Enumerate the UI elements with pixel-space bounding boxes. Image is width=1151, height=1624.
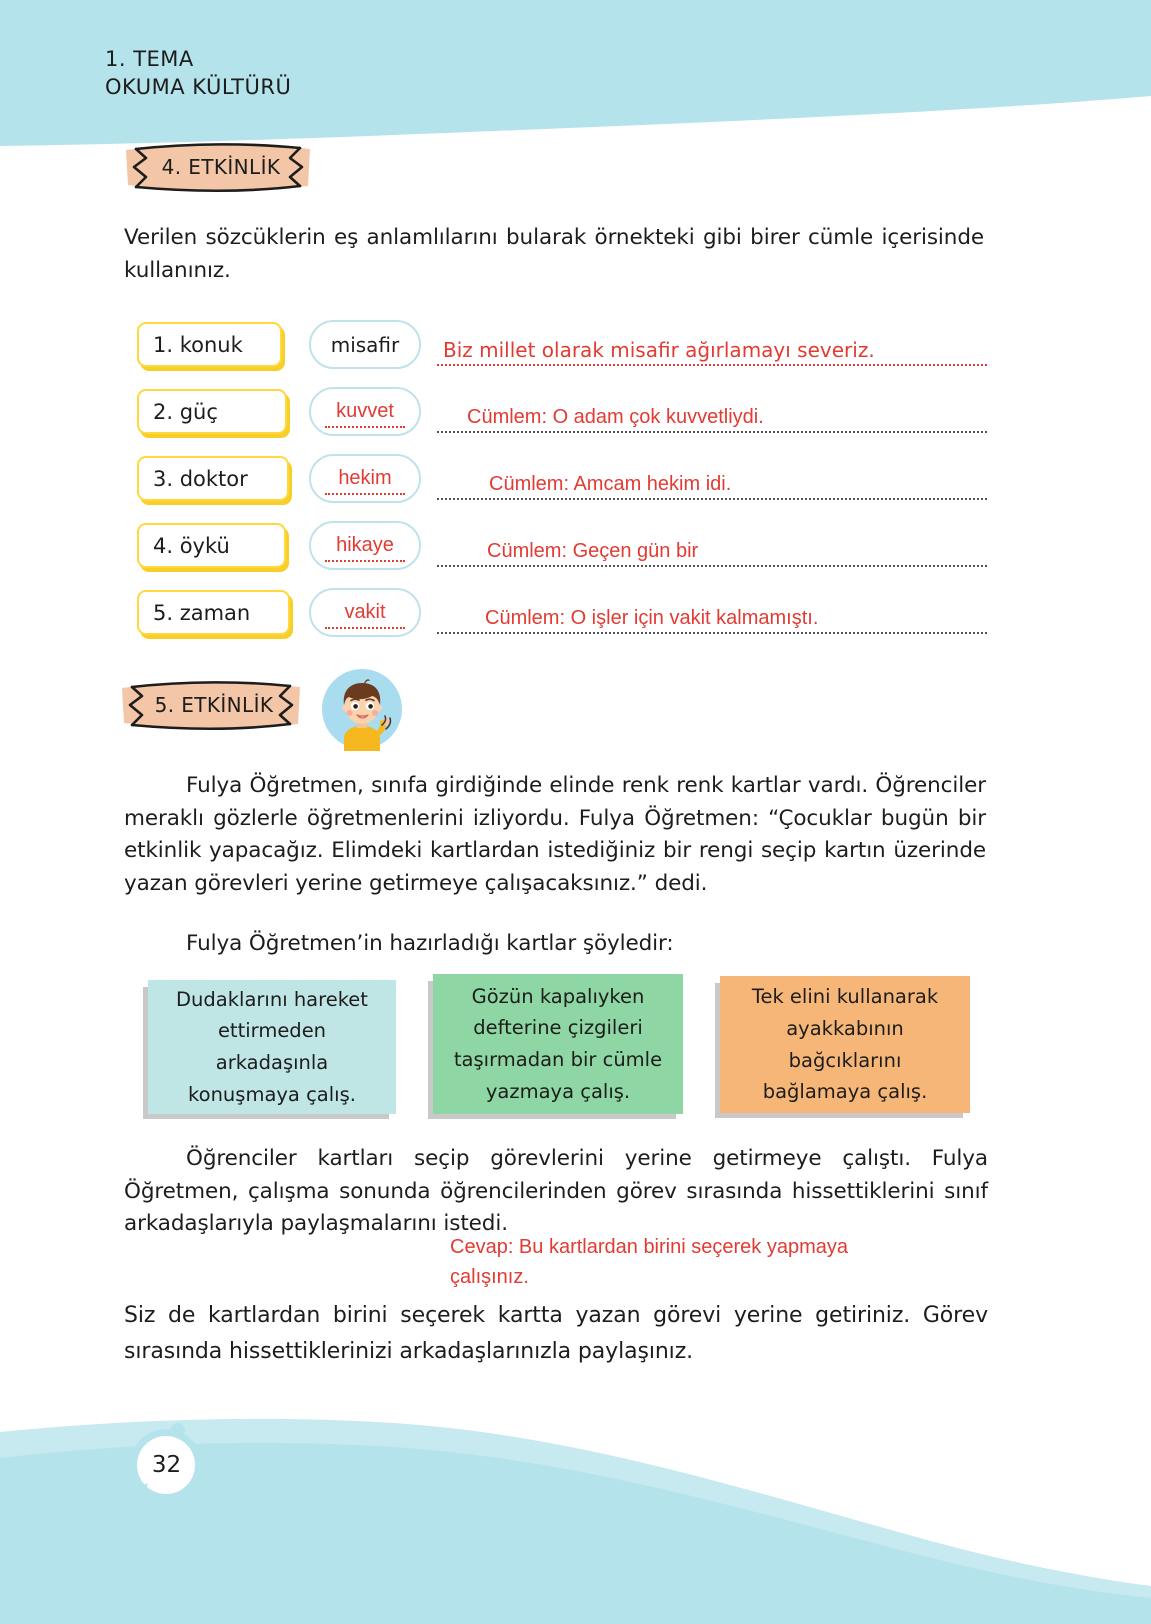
- synonym-text: kuvvet: [336, 400, 394, 422]
- synonym-pill[interactable]: [309, 387, 421, 436]
- synonym-text: hekim: [338, 467, 392, 489]
- answer-dotted-line: [437, 498, 987, 500]
- page-header: [105, 46, 291, 101]
- theme-number: 1. TEMA: [105, 47, 194, 71]
- answer-dotted-line: [437, 632, 987, 634]
- pill-dotted-underline: [325, 560, 405, 562]
- boy-avatar-icon: [320, 667, 404, 751]
- pill-dotted-underline: [325, 493, 405, 495]
- activity-5-banner: [118, 678, 304, 732]
- answer-slot[interactable]: [437, 385, 987, 441]
- synonym-text: misafir: [330, 332, 400, 357]
- answer-slot[interactable]: [437, 519, 987, 575]
- page-number: 32: [139, 1437, 194, 1492]
- exercise-row: [137, 318, 987, 385]
- pill-dotted-underline: [325, 627, 405, 629]
- exercise-row: [137, 385, 987, 452]
- answer-dotted-line: [437, 565, 987, 567]
- task-card-orange[interactable]: [720, 976, 970, 1113]
- activity-5-paragraph-2: Öğrenciler kartları seçip görevlerini yerine getirmeye çalıştı. Fulya Öğretmen, çalışma sonunda öğrencilerinden görev sırasında hissettiklerini sınıf arkadaşlarıyla paylaşmalarını istedi.: [124, 1146, 988, 1237]
- activity-4-banner: [122, 140, 314, 194]
- synonym-text: hikaye: [336, 534, 394, 556]
- task-card-blue[interactable]: [148, 980, 396, 1114]
- task-card-text: Tek elini kullanarak ayakkabının bağcıklarını bağlamaya çalış.: [751, 985, 939, 1104]
- answer-text: Biz millet olarak misafir ağırlamayı severiz.: [443, 338, 875, 362]
- exercise-row: [137, 519, 987, 586]
- synonym-exercise: [137, 318, 987, 653]
- word-box: 1. konuk: [137, 322, 282, 367]
- task-card-text: Gözün kapalıyken defterine çizgileri taşırmadan bir cümle yazmaya çalış.: [453, 984, 663, 1103]
- synonym-pill[interactable]: [309, 521, 421, 570]
- pill-dotted-underline: [325, 426, 405, 428]
- synonym-text: vakit: [344, 601, 386, 623]
- activity-4-label: 4. ETKİNLİK: [161, 155, 281, 179]
- word-box: 4. öykü: [137, 523, 286, 568]
- answer-slot[interactable]: [437, 452, 987, 508]
- page-title: OKUMA KÜLTÜRÜ: [105, 74, 292, 99]
- answer-dotted-line: [437, 431, 987, 433]
- activity-5-paragraph-1: Fulya Öğretmen, sınıfa girdiğinde elinde renk renk kartlar vardı. Öğrenciler meraklı gözlerle öğretmenlerini izliyordu. Fulya Öğretmen: “Çocuklar bugün bir etkinlik yapacağız. Elimdeki kartlardan istediğiniz bir rengi seçip kartın üzerinde yazan görevleri yerine getirmeye çalışacaksınız.” dedi.: [124, 773, 986, 897]
- answer-text: Cümlem: O adam çok kuvvetliydi.: [467, 406, 764, 428]
- task-card-green[interactable]: [433, 974, 683, 1114]
- word-box: 2. güç: [137, 389, 287, 434]
- answer-dotted-line: [437, 364, 987, 366]
- activity-5-cards-lead: Fulya Öğretmen’in hazırladığı kartlar şöyledir:: [186, 931, 674, 956]
- answer-slot[interactable]: [437, 318, 987, 374]
- answer-slot[interactable]: [437, 586, 987, 642]
- synonym-pill[interactable]: [309, 588, 421, 637]
- synonym-pill[interactable]: [309, 454, 421, 503]
- word-box: 3. doktor: [137, 456, 289, 501]
- answer-text: Cümlem: O işler için vakit kalmamıştı.: [485, 607, 819, 629]
- task-card-text: Dudaklarını hareket ettirmeden arkadaşınla konuşmaya çalış.: [176, 987, 368, 1106]
- answer-text: Cümlem: Amcam hekim idi.: [489, 473, 732, 495]
- task-cards: [148, 974, 993, 1114]
- activity-5-label: 5. ETKİNLİK: [154, 693, 274, 717]
- activity-5-closing: Siz de kartlardan birini seçerek kartta yazan görevi yerine getiriniz. Görev sırasında hissettiklerinizi arkadaşlarınızla paylaşınız.: [124, 1303, 988, 1364]
- synonym-pill[interactable]: [309, 320, 421, 369]
- exercise-row: [137, 452, 987, 519]
- student-written-answer: Cevap: Bu kartlardan birini seçerek yapmaya çalışınız.: [450, 1236, 848, 1288]
- exercise-row: [137, 586, 987, 653]
- activity-4-instruction: Verilen sözcüklerin eş anlamlılarını bularak örnekteki gibi birer cümle içerisinde kullanınız.: [124, 225, 984, 283]
- word-box: 5. zaman: [137, 590, 290, 635]
- answer-text: Cümlem: Geçen gün bir: [487, 540, 699, 562]
